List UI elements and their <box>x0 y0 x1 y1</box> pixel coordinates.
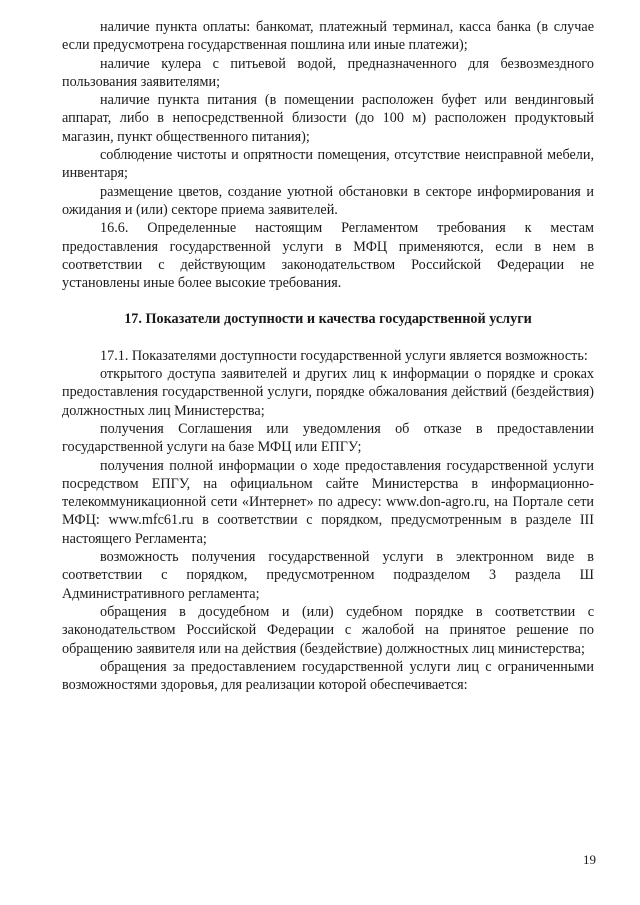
paragraph-agreement: получения Соглашения или уведомления об отказе в предоставлении государственной услуги на базе МФЦ или ЕПГУ; <box>62 420 594 456</box>
paragraph-water-cooler: наличие кулера с питьевой водой, предназначенного для безвозмездного пользования заявителями; <box>62 55 594 90</box>
paragraph-food-point: наличие пункта питания (в помещении расположен буфет или вендинговый аппарат, либо в непосредственной близости (до 100 м) расположен продуктовый магазин, пункт общественного питания); <box>62 92 594 145</box>
paragraph-appeal: обращения в досудебном и (или) судебном порядке в соответствии с законодательством Российской Федерации с жалобой на принятое решение по обращению заявителя или на действия (бездействие) должностных лиц министерства; <box>62 603 594 657</box>
paragraph-flowers: размещение цветов, создание уютной обстановки в секторе информирования и ожидания и (или) секторе приема заявителей. <box>62 183 594 218</box>
paragraph-17-1: 17.1. Показателями доступности государственной услуги является возможность: <box>100 347 588 364</box>
paragraph-16-6: 16.6. Определенные настоящим Регламентом требования к местам предоставления государственной услуги в МФЦ применяются, если в нем в соответствии с действующим законодательством Российской Федерации не установлены иные более высокие требования. <box>62 220 594 292</box>
paragraph-open-access: открытого доступа заявителей и других лиц к информации о порядке и сроках предоставления государственной услуги, порядке обжалования действий (бездействия) должностных лиц Министерства; <box>62 366 594 419</box>
paragraph-electronic: возможность получения государственной услуги в электронном виде в соответствии с порядком, предусмотренном подразделом 3 раздела Ш Административного регламента; <box>62 549 594 602</box>
section-heading: 17. Показатели доступности и качества государственной услуги <box>124 311 532 328</box>
document-page <box>62 18 594 694</box>
paragraph-cleanliness: соблюдение чистоты и опрятности помещения, отсутствие неисправной мебели, инвентаря; <box>62 147 594 182</box>
paragraph-payment-point: наличие пункта оплаты: банкомат, платежный терминал, касса банка (в случае если предусмотрена государственная пошлина или иные платежи); <box>62 19 594 54</box>
paragraph-limited-abilities: обращения за предоставлением государственной услуги лиц с ограниченными возможностями здоровья, для реализации которой обеспечивается: <box>62 658 594 694</box>
page-number: 19 <box>583 852 596 867</box>
paragraph-full-info: получения полной информации о ходе предоставления государственной услуги посредством ЕПГУ, на официальном сайте Министерства в информационно-телекоммуникационной сети «Интернет» по адресу: www.don-agro.ru, на Портале сети МФЦ: www.mfc61.ru в соответствии с порядком, предусмотренным в разделе III настоящего Регламента; <box>62 457 594 547</box>
